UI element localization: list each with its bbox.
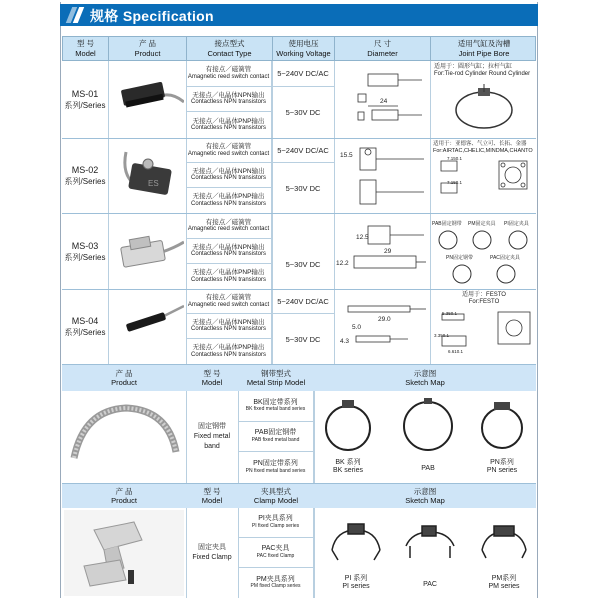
ms01-cylinder-clamp-icon [434, 80, 534, 132]
clamp-model-cell: 固定夹具 Fixed Clamp [192, 544, 232, 561]
ms02-bore-info: 适用于：亚德客、气立可、长拓、金器 For:AIRTAC,CHELIC,MINDMA,CHANTO 7.150.1 7.150.1 [433, 141, 535, 213]
row-ms02-contact-3: 无接点／电晶体PNP输出 Contactless NPN transistors [186, 188, 272, 213]
row-ms01-voltage-dc: 5~30V DC [285, 108, 321, 117]
pab-sketch: PAB [400, 394, 456, 482]
strip-table-header [62, 365, 536, 391]
row-ms02-contact-2: 无接点／电晶体NPN输出 Contactless NPN transistors [186, 163, 272, 188]
row-ms03-contact-2: 无接点／电晶体NPN输出 Contactless NPN transistors [186, 239, 272, 264]
clamp-table-header [62, 484, 536, 508]
ms02-sensor-photo [112, 142, 184, 210]
metal-strip-photo [64, 394, 184, 480]
row-ms02-contact-1: 有接点／磁簧管 Amagnetic reed switch contact [186, 139, 272, 163]
pi-sketch: PI 系列 PI series [326, 520, 386, 596]
strip-model-cell: 固定钢带 Fixed metal band [193, 423, 231, 450]
row-ms04-contact-3: 无接点／电晶体PNP输出 Contactless NPN transistors [186, 339, 272, 364]
banner-title-en: Specification [122, 8, 214, 24]
row-ms04-model: MS-04 系列/Series [64, 316, 106, 337]
row-ms04-contact-2: 无接点／电晶体NPN输出 Contactless NPN transistors [186, 314, 272, 339]
clamp-product-header: 产 品 Product [111, 486, 137, 505]
ms03-dimension-drawing: 12.5 29 12.2 [338, 218, 428, 286]
row-ms03-model: MS-03 系列/Series [64, 240, 106, 262]
row-ms03-contact-1: 有接点／磁簧管 Amagnetic reed switch contact [186, 214, 272, 239]
col-model-header: 型 号 Model [63, 37, 109, 60]
row-ms04-contact-1: 有接点／磁簧管 Amagnetic reed switch contact [186, 290, 272, 314]
section-banner [60, 4, 538, 26]
row-ms03-contact-3: 无接点／电晶体PNP输出 Contactless NPN transistors [186, 264, 272, 289]
clamp-sketch-header: 示意图 Sketch Map [405, 486, 445, 505]
clamp-type-header: 夹具型式 Clamp Model [253, 486, 299, 505]
row-ms02-voltage-dc: 5~30V DC [285, 183, 321, 193]
ms02-dimension-drawing: 15.5 [338, 142, 428, 210]
ms01-bore-info: 适用于：圆形气缸；拉杆气缸 For:Tie-rod Cylinder Round Cylinder [434, 64, 534, 136]
col-contact-header: 接点型式 Contact Type [187, 37, 273, 60]
ms01-dimension-drawing: 24 [338, 66, 426, 134]
svg-text:ES: ES [148, 179, 159, 188]
bk-sketch: BK 系列 BK series [320, 394, 376, 482]
strip-type-header: 钢带型式 Metal Strip Model [246, 368, 306, 387]
clamp-photo [64, 510, 184, 596]
clamp-item-pi: PI夹具系列 PI fixed Clamp series [238, 508, 314, 538]
pm-sketch: PM系列 PM series [474, 520, 534, 596]
banner-stripes-icon [66, 7, 84, 23]
strip-item-bk: BK固定带系列 BK fixed metal band series [238, 391, 314, 422]
ms04-bore-info: 适用于：FESTO For:FESTO 5.350.1 3.350.1 6.610.1 [434, 292, 534, 362]
banner-title-cn: 规格 [90, 8, 119, 24]
col-voltage-header: 使用电压 Working Voltage [273, 37, 335, 60]
row-ms03-voltage-dc: 5~30V DC [285, 259, 321, 269]
ms04-dimension-drawing: 29.0 5.0 4.3 [338, 294, 428, 360]
pac-sketch: PAC [400, 520, 460, 596]
row-ms01-voltage-ac: 5~240V DC/AC [272, 61, 334, 87]
strip-sketch-header: 示意图 Sketch Map [405, 368, 445, 387]
row-ms02-model: MS-02 系列/Series [64, 165, 106, 186]
clamp-item-pm: PM夹具系列 PM fixed Clamp series [238, 568, 314, 598]
row-ms01-model: MS-01 系列/Series [64, 88, 106, 110]
clamp-model-header: 型 号 Model [201, 486, 223, 505]
clamp-item-pac: PAC夹具 PAC fixed Clamp [238, 538, 314, 568]
row-ms01-contact-2: 无接点／电晶体NPN输出 Contactless NPN transistors [186, 87, 272, 112]
ms03-clamp-options: PAB固定钢带 PM固定夹具 PI固定夹具 PN固定钢带 PAC固定夹具 [432, 216, 536, 288]
strip-item-pn: PN固定带系列 PN fixed metal band series [238, 452, 314, 483]
banner-title [90, 6, 214, 26]
row-ms04-voltage-ac: 5~240V DC/AC [272, 290, 334, 314]
col-size-header: 尺 寸 Diameter [335, 37, 431, 60]
ms01-sensor-photo [112, 68, 184, 130]
col-bore-header: 适用气缸及沟槽 Joint Pipe Bore [457, 39, 511, 58]
strip-product-header: 产 品 Product [111, 368, 137, 387]
row-ms01-contact-1: 有接点／磁簧管 Amagnetic reed switch contact [186, 61, 272, 87]
row-ms02-voltage-ac: 5~240V DC/AC [272, 139, 334, 163]
ms03-sensor-photo [112, 218, 184, 284]
row-ms04-voltage-dc: 5~30V DC [285, 334, 321, 344]
row-ms01-contact-3: 无接点／电晶体PNP输出 Contactless NPN transistors [186, 112, 272, 138]
strip-item-pab: PAB固定钢带 PAB fixed metal band [238, 422, 314, 452]
strip-model-header: 型 号 Model [201, 368, 223, 387]
col-product-header: 产 品 Product [109, 37, 187, 60]
ms04-sensor-photo [112, 296, 184, 358]
pn-sketch: PN系列 PN series [474, 394, 530, 482]
spec-table-header [62, 36, 536, 61]
